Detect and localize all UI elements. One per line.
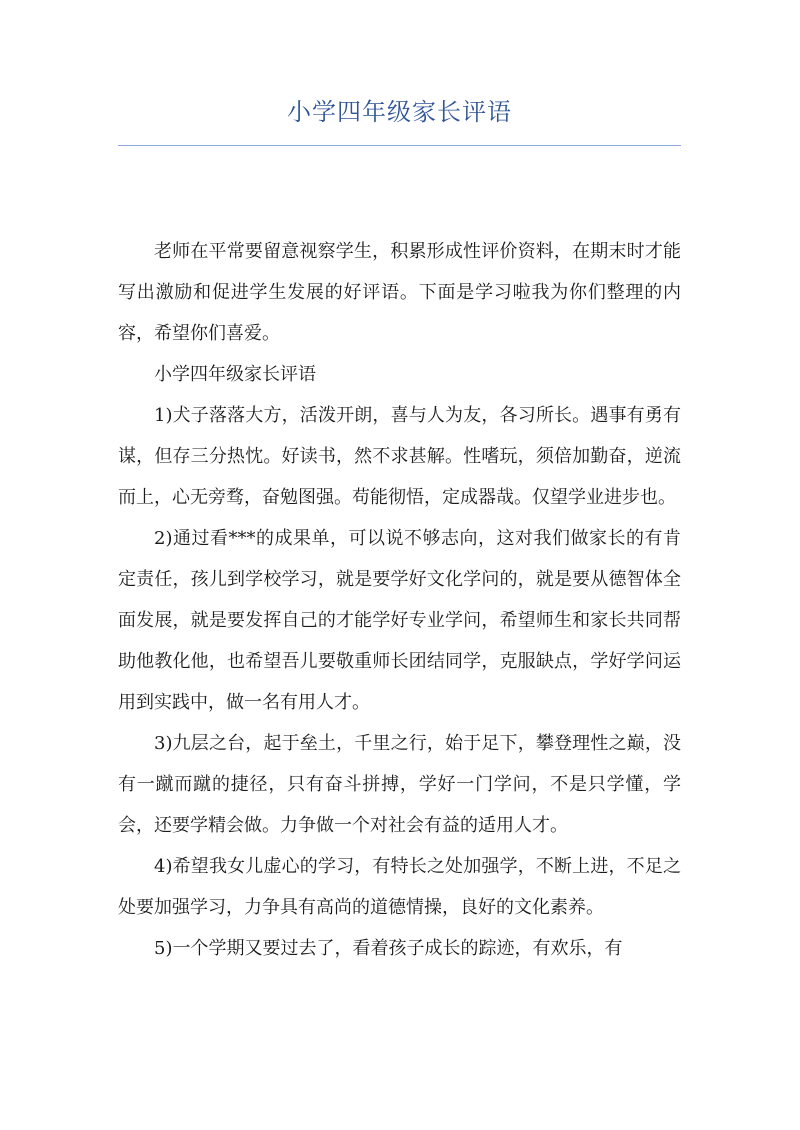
intro-paragraph: 老师在平常要留意视察学生，积累形成性评价资料，在期末时才能写出激励和促进学生发展的好评语。下面是学习啦我为你们整理的内容，希望你们喜爱。 xyxy=(118,241,681,344)
comment-paragraph-4: 4)希望我女儿虚心的学习，有特长之处加强学，不断上进，不足之处要加强学习，力争具有高尚的道德情操，良好的文化素养。 xyxy=(118,856,681,918)
section-heading: 小学四年级家长评语 xyxy=(154,364,316,385)
comment-paragraph-3: 3)九层之台，起于垒土，千里之行，始于足下，攀登理性之巅，没有一蹴而蹴的捷径，只有奋斗拼搏，学好一门学问，不是只学懂，学会，还要学精会做。力争做一个对社会有益的适用人才。 xyxy=(118,733,681,836)
document-body xyxy=(118,231,681,969)
comment-paragraph-2: 2)通过看***的成果单，可以说不够志向，这对我们做家长的有肯定责任，孩儿到学校学习，就是要学好文化学问的，就是要从德智体全面发展，就是要发挥自己的才能学好专业学问，希望师生和家长共同帮助他教化他，也希望吾儿要敬重师长团结同学，克服缺点，学好学问运用到实践中，做一名有用人才。 xyxy=(118,528,681,713)
comment-paragraph-5: 5)一个学期又要过去了，看着孩子成长的踪迹，有欢乐，有 xyxy=(154,938,623,959)
comment-paragraph-1: 1)犬子落落大方，活泼开朗，喜与人为友，各习所长。遇事有勇有谋，但存三分热忱。好读书，然不求甚解。性嗜玩，须倍加勤奋，逆流而上，心无旁骛，奋勉图强。苟能彻悟，定成器哉。仅望学业进步也。 xyxy=(118,405,681,508)
document-title: 小学四年级家长评语 xyxy=(287,98,512,126)
title-underline xyxy=(118,145,681,146)
